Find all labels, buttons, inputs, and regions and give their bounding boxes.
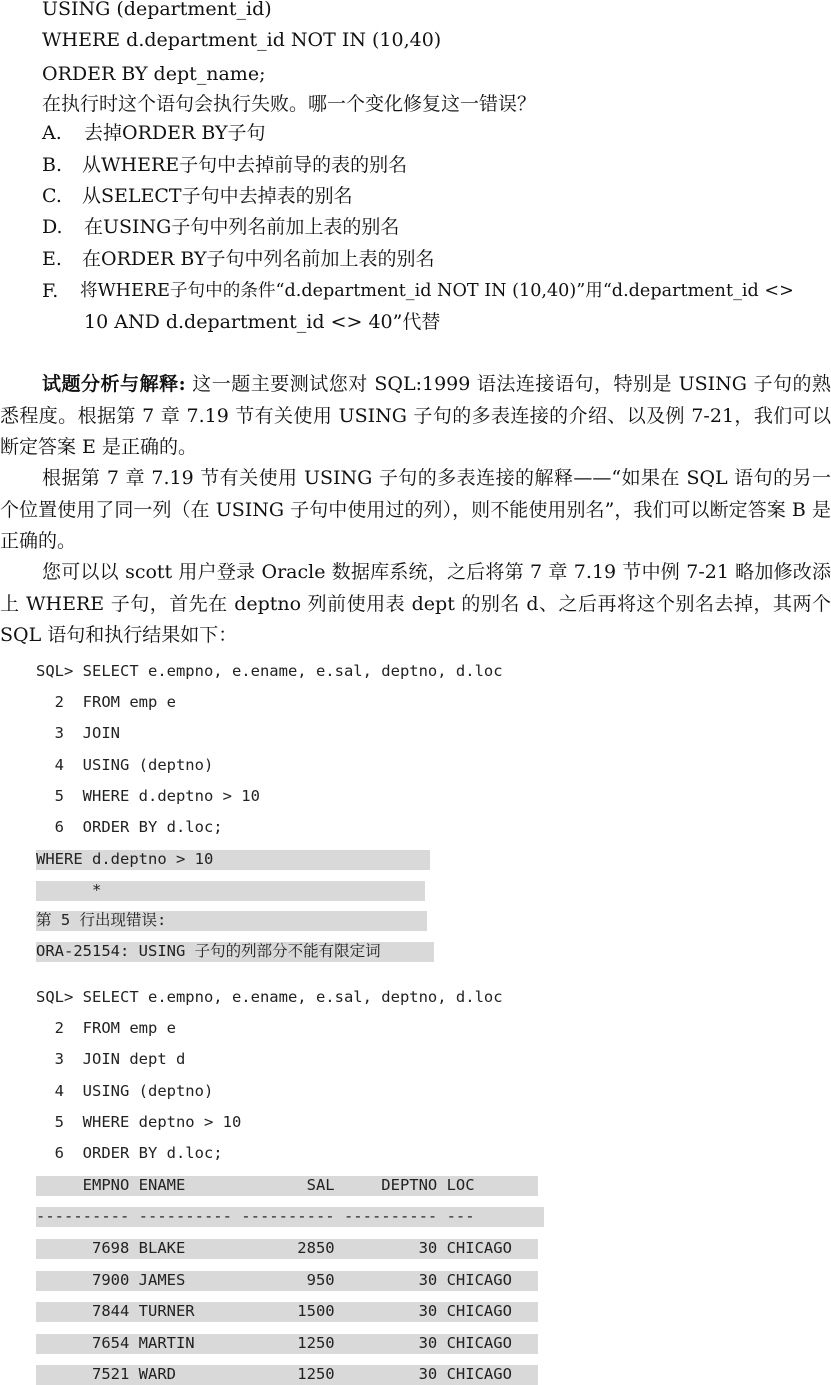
- result-separator: ---------- ---------- ---------- ---------- ---: [36, 1207, 475, 1225]
- analysis-paragraph-3: 您可以以 scott 用户登录 Oracle 数据库系统，之后将第 7 章 7.19 节中例 7-21 略加修改添上 WHERE 子句，首先在 deptno 列前使用表 dept 的别名 d、之后再将这个别名去掉，其两个 SQL 语句和执行结果如下：: [0, 561, 831, 646]
- code-line-where: WHERE d.department_id NOT IN (10,40): [42, 29, 442, 51]
- sql1-line-5: 5 WHERE d.deptno > 10: [36, 787, 260, 805]
- option-b-text: 从WHERE子句中去掉前导的表的别名: [82, 154, 408, 176]
- option-c-text: 从SELECT子句中去掉表的别名: [82, 185, 353, 207]
- option-d-letter: D.: [42, 216, 63, 238]
- table-row: 7900 JAMES 950 30 CHICAGO: [36, 1270, 512, 1289]
- option-f-continuation: 10 AND d.department_id <> 40”代替: [84, 311, 441, 333]
- table-row: 7698 BLAKE 2850 30 CHICAGO: [36, 1239, 512, 1257]
- option-a-text: 去掉ORDER BY子句: [84, 122, 266, 144]
- option-a-letter: A.: [42, 122, 62, 144]
- sql2-line-2: 2 FROM emp e: [36, 1019, 176, 1037]
- error-caret: *: [36, 881, 102, 899]
- option-e-letter: E.: [42, 248, 62, 270]
- option-c-letter: C.: [42, 185, 62, 207]
- code-line-using: USING (department_id): [42, 0, 272, 20]
- table-row: 7654 MARTIN 1250 30 CHICAGO: [36, 1333, 512, 1352]
- sql1-line-3: 3 JOIN: [36, 724, 120, 742]
- sql1-line-2: 2 FROM emp e: [36, 693, 176, 711]
- sql1-line-4: 4 USING (deptno): [36, 756, 214, 774]
- option-e-text: 在ORDER BY子句中列名前加上表的别名: [82, 248, 435, 270]
- table-row: 7521 WARD 1250 30 CHICAGO: [36, 1365, 512, 1383]
- option-f-letter: F.: [42, 280, 59, 302]
- sql1-line-1: SQL> SELECT e.empno, e.ename, e.sal, deptno, d.loc: [36, 662, 503, 680]
- error-line-1: WHERE d.deptno > 10: [36, 850, 214, 868]
- analysis-paragraph-1: [0, 369, 831, 464]
- analysis-p1-text: 这一题主要测试您对 SQL:1999 语法连接语句，特别是 USING 子句的熟悉程度。根据第 7 章 7.19 节有关使用 USING 子句的多表连接的介绍、以及例 7-21，我们可以断定答案 E 是正确的。: [0, 373, 831, 458]
- error-line-4: ORA-25154: USING 子句的列部分不能有限定词: [36, 942, 381, 960]
- sql2-line-6: 6 ORDER BY d.loc;: [36, 1144, 223, 1162]
- option-d-text: 在USING子句中列名前加上表的别名: [84, 216, 400, 238]
- option-b-letter: B.: [42, 154, 63, 176]
- analysis-paragraph-2: 根据第 7 章 7.19 节有关使用 USING 子句的多表连接的解释——“如果在 SQL 语句的另一个位置使用了同一列（在 USING 子句中使用过的列），则不能使用别名”，我们可以断定答案 B 是正确的。: [0, 467, 831, 552]
- sql2-line-3: 3 JOIN dept d: [36, 1050, 186, 1068]
- option-f-text: 将WHERE子句中的条件“d.department_id NOT IN (10,40)”用“d.department_id <>: [80, 281, 794, 301]
- sql2-line-1: SQL> SELECT e.empno, e.ename, e.sal, deptno, d.loc: [36, 988, 503, 1006]
- error-line-3: 第 5 行出现错误:: [36, 911, 167, 929]
- table-row: 7844 TURNER 1500 30 CHICAGO: [36, 1302, 512, 1320]
- analysis-heading: 试题分析与解释:: [42, 373, 186, 395]
- sql2-line-4: 4 USING (deptno): [36, 1082, 214, 1100]
- sql2-line-5: 5 WHERE deptno > 10: [36, 1113, 242, 1131]
- code-line-orderby: ORDER BY dept_name;: [42, 63, 266, 85]
- question-text: 在执行时这个语句会执行失败。哪一个变化修复这一错误？: [42, 93, 537, 115]
- result-header: EMPNO ENAME SAL DEPTNO LOC: [36, 1176, 475, 1194]
- sql1-line-6: 6 ORDER BY d.loc;: [36, 818, 223, 836]
